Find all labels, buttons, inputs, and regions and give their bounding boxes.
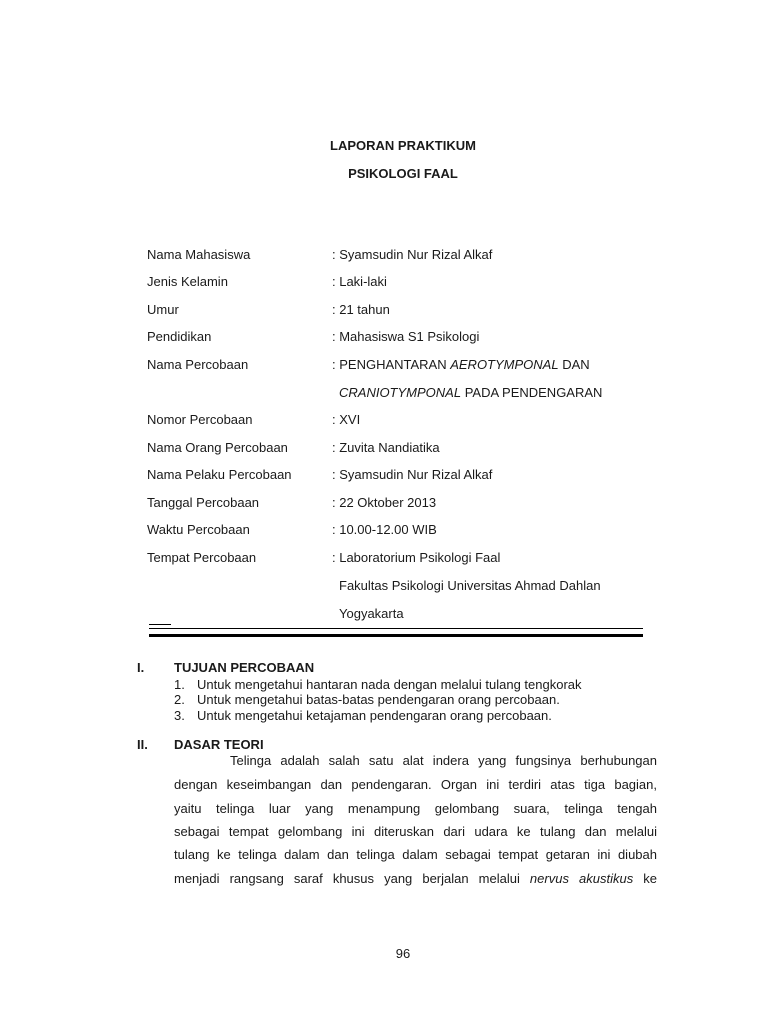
info-value: : Syamsudin Nur Rizal Alkaf	[332, 467, 493, 482]
list-item-text: Untuk mengetahui batas-batas pendengaran orang percobaan.	[197, 692, 560, 707]
divider-thick	[149, 634, 643, 637]
info-label: Nama Pelaku Percobaan	[147, 467, 292, 482]
info-value: : XVI	[332, 412, 361, 427]
paragraph-line: Telinga adalah salah satu alat indera yang fungsinya berhubungan	[230, 753, 657, 768]
info-label: Tempat Percobaan	[147, 550, 257, 565]
list-item-text: Untuk mengetahui hantaran nada dengan melalui tulang tengkorak	[197, 677, 582, 692]
list-item-text: Untuk mengetahui ketajaman pendengaran orang percobaan.	[197, 708, 552, 723]
page-number: 96	[395, 946, 411, 961]
info-label: Umur	[147, 302, 179, 317]
info-continuation	[339, 384, 602, 402]
info-label: Nama Percobaan	[147, 357, 249, 372]
section-title: DASAR TEORI	[174, 737, 264, 752]
paragraph-line-post: ke	[633, 871, 657, 886]
info-label: Waktu Percobaan	[147, 522, 250, 537]
list-item	[174, 692, 560, 707]
info-label: Nama Mahasiswa	[147, 247, 251, 262]
list-item-number: 1.	[174, 677, 185, 692]
info-value: : 22 Oktober 2013	[332, 495, 437, 510]
list-item	[174, 708, 552, 723]
info-value: : Mahasiswa S1 Psikologi	[332, 329, 480, 344]
divider-tick	[149, 624, 171, 625]
paragraph-line: sebagai tempat gelombang ini diteruskan dari udara ke tulang dan melalui	[174, 824, 657, 839]
list-item	[174, 677, 582, 692]
info-value: : 21 tahun	[332, 302, 390, 317]
info-continuation: Yogyakarta	[339, 606, 404, 621]
report-title-line-1: LAPORAN PRAKTIKUM	[330, 138, 476, 153]
info-label: Jenis Kelamin	[147, 274, 228, 289]
paragraph-line-italic: nervus akustikus	[529, 871, 634, 886]
paragraph-line: dengan keseimbangan dan pendengaran. Organ ini terdiri atas tiga bagian,	[174, 777, 657, 792]
paragraph-line: tulang ke telinga dalam dan telinga dalam sebagai tempat getaran ini diubah	[174, 847, 657, 862]
paragraph-line: yaitu telinga luar yang menampung gelombang suara, telinga tengah	[174, 801, 657, 816]
section-number: I.	[137, 660, 145, 675]
info-value: : Zuvita Nandiatika	[332, 440, 440, 455]
info-label: Nama Orang Percobaan	[147, 440, 288, 455]
info-cont-italic: CRANIOTYMPONAL	[339, 385, 462, 400]
info-cont-post: PADA PENDENGARAN	[461, 385, 603, 400]
info-value: : Laki-laki	[332, 274, 387, 289]
info-value: : Laboratorium Psikologi Faal	[332, 550, 501, 565]
list-item-number: 3.	[174, 708, 185, 723]
info-value-pre: : PENGHANTARAN	[332, 357, 451, 372]
report-title-line-2: PSIKOLOGI FAAL	[348, 166, 458, 181]
info-value-italic: AEROTYMPONAL	[450, 357, 559, 372]
info-label: Pendidikan	[147, 329, 212, 344]
list-item-number: 2.	[174, 692, 185, 707]
info-value-post: DAN	[558, 357, 590, 372]
divider-thin	[149, 628, 643, 629]
section-number: II.	[137, 737, 148, 752]
paragraph-line-pre: menjadi rangsang saraf khusus yang berjalan melalui	[174, 871, 530, 886]
info-label: Tanggal Percobaan	[147, 495, 260, 510]
info-label: Nomor Percobaan	[147, 412, 253, 427]
paragraph-line	[174, 870, 657, 888]
info-value	[332, 356, 590, 374]
section-title: TUJUAN PERCOBAAN	[174, 660, 315, 675]
info-value: : 10.00-12.00 WIB	[332, 522, 437, 537]
info-value: : Syamsudin Nur Rizal Alkaf	[332, 247, 493, 262]
info-continuation: Fakultas Psikologi Universitas Ahmad Dahlan	[339, 578, 601, 593]
